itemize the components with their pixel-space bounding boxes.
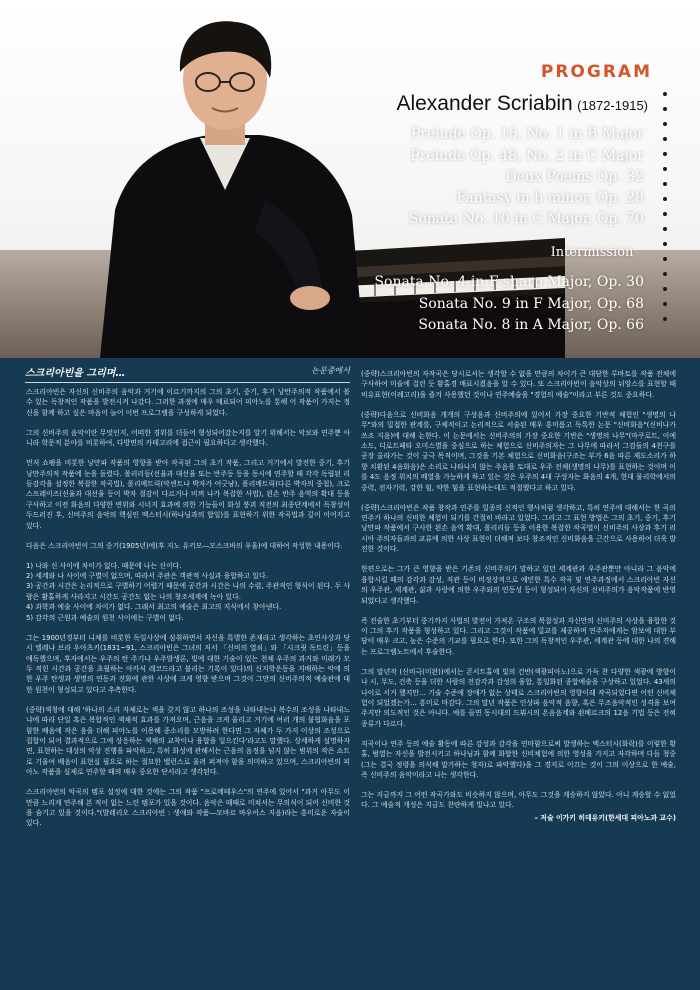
article-paragraph: 그의 신비주의 음악이란 무엇인지, 어떠한 경위를 더듬어 형성되어갔는지를 알기 위해서는 악보와 연주뿐 아니라 학문적 분야를 비롯하여, 다방면의 카테고리에 접근이 필요하다고 생각했다. (26, 428, 350, 448)
program-piece: Fantasy in b minor, Op. 28 (456, 190, 644, 206)
program-piece: Prelude Op. 48, No. 2 in C Major (410, 148, 644, 164)
decorative-dots (662, 92, 670, 332)
pianist-portrait (60, 0, 390, 358)
article-title: 스크리아빈을 그리며… (25, 368, 126, 379)
program-piece: Sonata No. 10 in C Major, Op. 70 (408, 211, 644, 227)
composer-name: Alexander Scriabin (396, 92, 573, 115)
intermission-label: Intermission (550, 245, 634, 260)
article-header (25, 366, 350, 383)
program-piece: Prelude Op. 16, No. 1 in B Major (410, 126, 644, 142)
hero-photo-area (0, 0, 700, 358)
article-paragraph: (중략)색청에 대해 '하나의 소리 자체로는 색을 갖지 않고 하나의 조성을 나타내는냐 복수의 조성을 나타내느냐에 따라 단일 혹은 복합적인 색채적 효과를 가져오며, 근음을 크게 울리고 거기에 여러 개의 불협화음을 포함한 배음에 작은 음을 더해 피아노를 이용해 종소리를 모방하려 한다면 그 자체가 두 가지 이상의 조성으로 집합이 되어 결과적으로 그에 상응하는 색채의 교착이나 융합을 일으킨다'라고도 말했다. 상세하게 설명하자면, 표현하는 대상의 악상 진행을 파악하고, 특히 화성에 관해서는 근음의 음정을 넘지 않는 범위의 작은 쇼트로 기울여 배음이 표현실 필요로 하는 절묘한 밸런스로 울려 퍼져야 함을 의미하고 있으며, 스크리아빈의 피아노 작품을 실제로 연주할 때의 매우 중요한 단서라고 생각된다. (26, 705, 350, 777)
program-piece: Deux Poems Op. 32 (505, 169, 644, 185)
article-source: 논문중에서 (311, 366, 350, 375)
program-piece: Sonata No. 8 in A Major, Op. 66 (418, 317, 644, 333)
article-paragraph: 한편으로는 그가 큰 영향을 받은 기존의 신비주의가 말하고 있던 세계관과 우주관뿐만 아니라 그 음악에 융합시킬 때의 감각과 감성, 직관 등이 비정상적으로 예민한 특수 작곡 및 연주과정에서 스크리아빈 자신의 우주관, 세계관, 삶과 사랑에 의한 우주와의 연동성 등이 형성되어 자신의 신비주의가 음악작품에 반영되었다고 생각했다. (361, 565, 676, 605)
article-paragraph: 그의 말년작 (신비극(미완))에서는 콘서트홀에 빛의 건반(색광피아노)으로 가득 찬 다양한 색광에 방향이나 시, 무도, 건축 등을 더한 사람의 전감각과 감성의 융합, 통일화된 종합예술을 구상하고 있었다. 43세의 나이로 서거 했지만… 기술 수준에 장애가 없는 상태로 스크리아빈의 영향이래 작곡되었다면 어떤 신비체험이 되었겠는가… 흥미로 마감다. 그의 말년 작품은 인상파 음악적 음향, 혹은 무조음악적인 성격을 보여주지만 의도적인 것은 아니다. 예를 들면 동시대의 드뷔시의 온음음계와 쇤베르크의 12음 기법 등은 전혀 종류가 다르다. (361, 667, 676, 728)
article-paragraph: 즉 전술한 초기부터 중기까지 사법의 발전이 가져온 구조의 복잡성과 자신만의 신비주의 사상을 융합한 것이 그의 후기 작품을 형성하고 있다. 그리고 그것이 작품에 밀교를 제공하며 연주자에게는 암보에 대한 부담이 매우 크고, 높은 수준의 기교를 필요로 한다. 또한 그의 독창적인 우주관, 세계관 등에 대한 나의 견해는 프로그램노트에서 후술한다. (361, 616, 676, 656)
composer-years: (1872-1915) (577, 98, 648, 113)
article-paragraph: 그는 1900년경부터 니체를 비롯한 독일사상에 심취하면서 자신을 특별한 존재라고 생각하는 초인사상과 당시 엘레나 브라 우아츠키(1831~91, 스크리아빈은 그녀의 저서 「신비의 열쇠」와 「시크릿 독트린」등을 애독했으며, 후자에서는 우주의 탄 주기나 우주발생론, 빛에 대한 기술이 있는 천체 우주의 과거와 미래가 모두 적힌 시간과 공간을 초월하는 아카식 레코드라고 불리는 기록이 있다)의 신지학운동을 지배하는 악에 의한 우주 탄생과 생명의 연동과 진화에 관한 사상에 크게 영향 받으며 그것이 그만의 신비주의적 예술관에 대한 원천이 형성되고 있다고 추측한다. (26, 633, 350, 694)
article-paragraph: 다음은 스크리아빈이 그의 중기(1905년)에(후 지노 유키모―모스크바의 우울)에 대하여 작성한 내용이다. (26, 541, 343, 550)
article-paragraph: 직곡이나 연주 등의 예술 활동에 따른 감성과 감각을 연마함으로써 발생하는 엑스터시(화락)를 이렇한 황홀, 범열는 자신을 발전시키고 하나님과 함께 화합한 신비체험에 의한 영성을 가지고 자각하며 다듬 청중(그는 결국 정령을 의식해 말가하는 청자)로 파악했다)을 그 경지로 이끄는 것이 그의 이상으로 한 예술, 즉 신비주의 음악이라고 나는 생각한다. (361, 739, 676, 779)
composer-title (396, 92, 648, 116)
article-paragraph: (중략)다음으로 신비화음 개개의 구성음과 신비주의에 있어서 가장 중요한 기반적 체험인 "생명의 나무"와의 밀접한 관계를, 구체적이고 논리적으로 서술된 매우 흥미롭고 독특한 논문 "신비화음"(신비나가쓰조 지음)에 대해 논한다. 이 논문에서는 신비주의의 가장 중요한 기반은 "생명의 나무"(마쿠로트, 이예소드, 디로트페타 오미스별을 중심으로 하는 체험으로 신비주의자는 그 나무에 따라서 그검들의 4천구를 곧장 올라가는 것이 궁극 목적이며, 그것을 기본 체험으로 신비화음(구조는 부가 6음 따른 제도소리가 하향 치환된 4음화음)은 소리로 나타나지 않는 주음을 토대로 우주 전체(생명의 나무)를 표현하는 것이며 이를 4도 음정 위치의 배열을 가능하게 하고 있는 것은 우주의 4대 구성자는 화음의 4개, 현대 물리학에서의 중력, 전자기력, 강한 힘, 약한 힘을 표현하는데도 적절했다고 하고 있다. (361, 410, 676, 492)
article-paragraph: (중략)스크리아빈의 자작곡은 당시로서는 생각할 수 없을 만큼의 차이가 큰 대담한 루바토를 작품 전체에 구사하여 미술에 걸린 듯 황홀경 매료시켰음을 알 수 있다. 또 스크리아빈이 음악상의 뉘앙스를 표현할 때 비유표현(이례고리)을 즐겨 사용했던 것이나 연주예술을 "경험의 예술"이라고 부른 것도 중요하다. (361, 370, 676, 399)
article-paragraph: 먼저 쇼팽을 비롯한 낭만파 작품의 영향을 받아 작곡된 그의 초기 작품, 그리고 거기에서 발전한 중기, 후기 낭만주의적 작품에 눈을 돌렸다. 폴리리듬(선율과 대선율 또는 반주등 등을 동시에 연주할 때 각각 독립된 리듬감각을 설정한 복잡한 작곡법), 폴리메트릭(악센트나 박자가 어긋남), 폴리메트릭(다른 박자의 중첩), 크로스프레이즈(선율과 대선율 등이 박자 절감이 다르거나 비껴 나가 복잡한 사법), 왼손 반주 음역의 확대 등을 구사하고 이전 화음의 다양한 변위와 시너지 효과에 의한 기능들이 화성 붕괴 직전의 최종단계에서 독창성이 두드러진 후, 신비주의 음악의 핵심인 엑스터시(하나님과의 합일)를 표현하기 위한 작곡법과 깊이 이어지고 있다. (26, 459, 350, 530)
program-piece: Sonata No. 9 in F Major, Op. 68 (418, 296, 644, 312)
article-right-column (361, 369, 676, 823)
article-paragraph: (중략)스크리아빈은 작품 창작과 연주를 일종의 신적인 행사처럼 생각하고, 특히 연주에 대해서는 한 곡의 연주가 하나의 신비한 체험이 되기를 간절히 바라고 있었다. 그리고 그 표현 방법은 그의 초기, 중기, 후기 낭만파 작품에서 구사한 왼손 음역 확대, 폴리리듬 등을 이용한 복잡한 작곡법이 신비주의 사상과 후기 러시아 주의자들과의 교류에 의한 사상 표현이 더해져 보다 창조적인 신비화음을 근간으로 사용하여 더욱 발전한 것이다. (361, 503, 676, 554)
program-piece: Sonata No. 4 in F-sharp Major, Op. 30 (374, 274, 644, 290)
article-paragraph: 스크리아빈은 자신의 신비주의 음악과 거기에 이르기까지의 그의 초기, 중기, 후기 낭만주의적 작품에서 볼 수 있는 독창적인 작품을 발전시켜 나갔다. 그러한 과정에 매우 매료되어 피아노를 통해 이 작품이 가지는 정신을 함께 하고 싶은 마음이 늘어 이번 프로그램을 구성하게 되었다. (26, 388, 350, 417)
article-left-column (26, 387, 350, 838)
program-heading: PROGRAM (540, 62, 652, 82)
numbered-list: 1) 나와 신 사이에 차이가 없다. 때문에 나는 신이다. 2) 세계와 나 사이에 구별이 없으며, 따라서 주관은 객관적 사실과 융합하고 있다. 3) 공간과 시간은 논리적으로 구별하기 어렵기 때문에 공간과 시간은 나의 수렴, 주관적인 형식이 된다. 두 사람은 활홀하게 사라지고 시간도 공간도 없는 나의 창조세계에 녹아 있다. 4) 과학과 예술 사이에 차이가 없다. 그래서 최고의 예술은 최고의 지식에서 찾아낸다. 5) 감각의 근원과 예술의 원천 사이에는 구별이 없다. (26, 561, 350, 622)
article-paragraph: 그는 지금까지 그 어떤 작곡가와도 비슷하지 않으며, 아무도 그것을 계승하지 않았다. 아니 계승할 수 없었다. 그 예술적 개성은 지금도 찬란하게 빛나고 있다. (361, 790, 676, 810)
article-paragraph: 스크리아빈의 악곡의 템포 설정에 대한 것에는 그의 작품 "프로메테우스"의 연주에 있어서 "과거 아무도 이만큼 느리게 연주해 본 적이 없는 느린 템포가 있을 것이다. 음악은 때때로 미쳐서는 무의식이 되어 신비한 것을 숨기고 있을 것이다."(발레리오 스크리아빈 : 생애와 작품―모바르 바우어스 지음)라는 흥미로운 자술이 있다. (26, 788, 350, 828)
author-signature: – 저술 이가키 히데유키(한세대 피아노과 교수) (534, 813, 676, 822)
